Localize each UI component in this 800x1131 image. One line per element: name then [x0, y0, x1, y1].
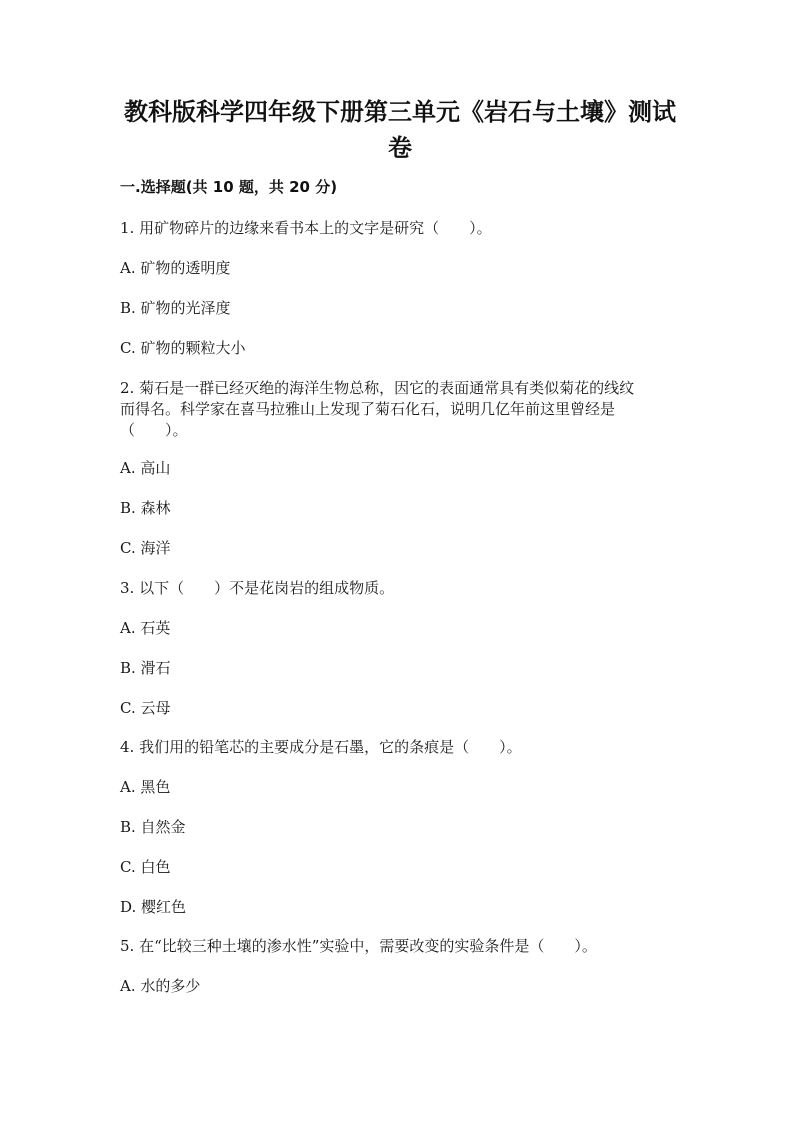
- question-2-stem-line-2: 而得名。科学家在喜马拉雅山上发现了菊石化石，说明几亿年前这里曾经是: [120, 400, 616, 418]
- question-3-option-c: C. 云母: [120, 699, 171, 717]
- section-heading: 一.选择题(共 10 题，共 20 分): [120, 178, 338, 196]
- question-1-stem: 1. 用矿物碎片的边缘来看书本上的文字是研究（ ）。: [120, 219, 492, 237]
- question-2-stem-line-3: （ ）。: [120, 421, 188, 439]
- question-3-option-b: B. 滑石: [120, 659, 171, 677]
- question-4-option-a: A. 黑色: [120, 778, 171, 796]
- question-3-option-a: A. 石英: [120, 619, 171, 637]
- question-1-option-b: B. 矿物的光泽度: [120, 299, 231, 317]
- question-2-stem-line-1: 2. 菊石是一群已经灭绝的海洋生物总称，因它的表面通常具有类似菊花的线纹: [120, 379, 635, 397]
- question-2-option-c: C. 海洋: [120, 539, 171, 557]
- question-1-option-c: C. 矿物的颗粒大小: [120, 339, 246, 357]
- question-5-option-a: A. 水的多少: [120, 977, 201, 995]
- question-2-option-a: A. 高山: [120, 459, 171, 477]
- question-4-option-b: B. 自然金: [120, 818, 186, 836]
- question-4-stem: 4. 我们用的铅笔芯的主要成分是石墨，它的条痕是（ ）。: [120, 738, 522, 756]
- question-3-stem: 3. 以下（ ）不是花岗岩的组成物质。: [120, 579, 395, 597]
- page-title: 教科版科学四年级下册第三单元《岩石与土壤》测试卷: [124, 98, 676, 162]
- question-5-stem: 5. 在“比较三种土壤的渗水性”实验中，需要改变的实验条件是（ ）。: [120, 937, 597, 955]
- question-2-option-b: B. 森林: [120, 499, 171, 517]
- question-1-option-a: A. 矿物的透明度: [120, 259, 231, 277]
- question-4-option-c: C. 白色: [120, 858, 171, 876]
- question-4-option-d: D. 樱红色: [120, 898, 187, 916]
